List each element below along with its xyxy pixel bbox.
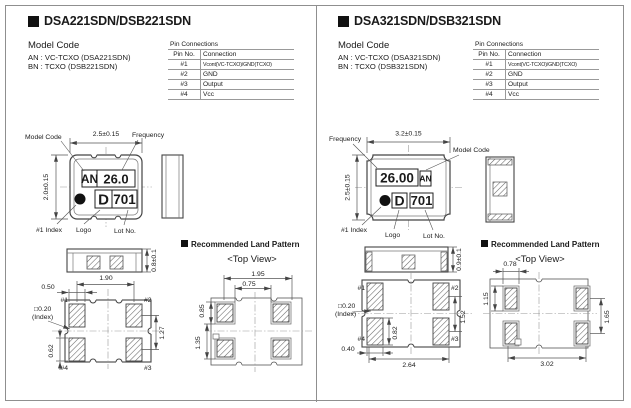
panel-title	[338, 14, 501, 28]
land-pattern	[181, 240, 312, 372]
land-pattern-heading: Recommended Land Pattern	[491, 240, 600, 249]
pin-conn: Vcont(VC-TCXO)/GND(TCXO)	[201, 60, 295, 70]
marking-frequency: 26.0	[103, 171, 129, 187]
dim-land-pad-height: 0.85	[199, 304, 206, 318]
pin-row	[473, 60, 599, 70]
pad-3	[433, 318, 449, 345]
land-pad	[273, 340, 289, 357]
land-index-step	[515, 339, 521, 345]
dim-pitch-width: 1.90	[99, 275, 113, 282]
land-pattern-subheading: <Top View>	[515, 254, 565, 265]
pad-2	[126, 304, 142, 327]
pin-row	[168, 90, 294, 100]
land-pad	[273, 304, 289, 322]
label-frequency: Frequency	[132, 132, 165, 139]
panel-title-text: DSA221SDN/DSB221SDN	[44, 14, 191, 28]
marking-logo: D	[394, 192, 405, 209]
pad-4	[367, 318, 383, 345]
section-bullet-icon	[28, 16, 39, 27]
dim-width: 3.2±0.15	[395, 130, 422, 138]
pad-2	[433, 283, 449, 310]
model-code-heading: Model Code	[338, 40, 390, 51]
pad2-label: #2	[451, 285, 459, 292]
land-pad	[505, 288, 517, 309]
dim-pad-width: 0.40	[341, 346, 355, 353]
label-index: #1 Index	[341, 227, 368, 234]
pin-no: #1	[168, 60, 201, 70]
pad-3	[126, 338, 142, 361]
package-drawing-dsa321	[325, 125, 625, 387]
label-model-code: Model Code	[453, 147, 490, 154]
pad1-label: #1	[357, 285, 365, 292]
dim-pad-height: 0.82	[392, 326, 399, 340]
model-code-line: BN : TCXO (DSB221SDN)	[28, 62, 118, 71]
label-logo: Logo	[76, 227, 92, 234]
pin-table-caption: Pin Connections	[475, 41, 524, 48]
section-bullet-icon	[338, 16, 349, 27]
pin-table	[168, 49, 294, 100]
profile-view	[365, 247, 463, 272]
top-view	[25, 131, 165, 235]
marking-lot-no: 701	[410, 193, 433, 208]
dim-pitch-height: 1.52	[460, 310, 467, 324]
model-code-heading: Model Code	[28, 40, 80, 51]
pad4-label: #4	[60, 365, 68, 372]
panel-divider	[316, 5, 317, 402]
land-pad	[217, 340, 233, 357]
side-view	[162, 155, 183, 218]
pin-row	[473, 70, 599, 80]
marking-logo: D	[98, 191, 109, 209]
land-pad	[576, 288, 588, 309]
marking-frequency: 26.00	[380, 170, 414, 186]
pin-row	[473, 80, 599, 90]
pad3-label: #3	[144, 365, 152, 372]
pin-table-caption: Pin Connections	[170, 41, 219, 48]
dim-pad-height: 0.62	[48, 344, 55, 358]
index-mark-note: □0.20	[338, 303, 356, 310]
pad1-label: #1	[60, 297, 68, 304]
land-pad	[217, 304, 233, 322]
index-label: (Index)	[335, 311, 357, 318]
pin-no: #2	[168, 70, 201, 80]
pin-conn: Output	[201, 80, 295, 90]
pin-table-header-row	[168, 50, 294, 60]
label-lot-no: Lot No.	[114, 228, 136, 235]
pin-no: #3	[168, 80, 201, 90]
dim-land-pad-width: 0.78	[503, 261, 517, 268]
pin-row	[473, 90, 599, 100]
pin-conn: Vcc	[506, 90, 600, 100]
model-code-block	[28, 40, 131, 71]
label-lot-no: Lot No.	[423, 233, 445, 240]
marking-lot-no: 701	[113, 192, 136, 207]
index-dot	[380, 195, 391, 206]
profile-view	[67, 249, 158, 272]
dim-height: 2.0±0.15	[43, 173, 50, 201]
pad-1	[69, 304, 85, 327]
dim-land-inner-width: 0.75	[242, 281, 256, 288]
pin-connections	[168, 41, 294, 100]
dim-land-span-width: 3.02	[540, 361, 554, 368]
pad-1	[367, 283, 383, 310]
land-index-step	[213, 334, 219, 339]
dim-pad-width: 0.50	[41, 284, 55, 291]
model-code-line: BN : TCXO (DSB321SDN)	[338, 62, 428, 71]
pad4-label: #4	[357, 336, 365, 343]
side-view	[486, 157, 514, 222]
seal-pad	[87, 256, 100, 269]
pin-row	[168, 70, 294, 80]
index-dot	[75, 194, 86, 205]
dim-pitch-height: 1.27	[159, 326, 166, 340]
label-model-code: Model Code	[25, 134, 62, 141]
pin-table	[473, 49, 599, 100]
panel-title	[28, 14, 191, 28]
label-frequency: Frequency	[329, 136, 362, 143]
land-pattern	[481, 240, 611, 368]
section-bullet-icon	[481, 240, 488, 247]
panel-title-text: DSA321SDN/DSB321SDN	[354, 14, 501, 28]
dim-height: 2.5±0.15	[344, 174, 352, 201]
label-index: #1 Index	[36, 227, 63, 234]
pin-no: #1	[473, 60, 506, 70]
pin-conn: GND	[201, 70, 295, 80]
dim-land-span-width: 1.95	[251, 271, 265, 278]
pin-no: #4	[168, 90, 201, 100]
bottom-view	[32, 275, 166, 372]
pin-row	[168, 80, 294, 90]
connection-header: Connection	[506, 50, 600, 60]
dim-thickness: 0.8±0.1	[151, 249, 158, 272]
bottom-view	[335, 272, 473, 369]
index-mark-note: □0.20	[34, 306, 52, 313]
pin-table-header-row	[473, 50, 599, 60]
land-pattern-subheading: <Top View>	[227, 254, 277, 265]
pin-no-header: Pin No.	[473, 50, 506, 60]
pin-connections	[473, 41, 599, 100]
dim-thickness: 0.9±0.1	[456, 248, 463, 271]
dim-pitch-width: 2.64	[402, 362, 416, 369]
pad-4	[69, 338, 85, 361]
model-code-block	[338, 40, 441, 71]
pin-conn: GND	[506, 70, 600, 80]
pin-row	[168, 60, 294, 70]
connection-header: Connection	[201, 50, 295, 60]
seal-pad	[110, 256, 123, 269]
marking-model-code: AN	[419, 173, 432, 184]
section-bullet-icon	[181, 240, 188, 247]
dim-land-pad-height: 1.15	[483, 292, 490, 306]
pin-conn: Vcont(VC-TCXO)/GND(TCXO)	[506, 60, 600, 70]
pin-conn: Vcc	[201, 90, 295, 100]
package-drawing-dsa221	[20, 125, 314, 387]
land-pattern-heading: Recommended Land Pattern	[191, 240, 300, 249]
pin-no-header: Pin No.	[168, 50, 201, 60]
pin-conn: Output	[506, 80, 600, 90]
index-label: (Index)	[32, 314, 54, 321]
model-code-line: AN : VC-TCXO (DSA221SDN)	[28, 53, 131, 62]
pin-no: #2	[473, 70, 506, 80]
pin-no: #4	[473, 90, 506, 100]
dim-width: 2.5±0.15	[92, 131, 120, 138]
dim-land-span-height: 1.35	[195, 336, 202, 350]
model-code-line: AN : VC-TCXO (DSA321SDN)	[338, 53, 441, 62]
land-pad	[576, 323, 588, 344]
pin-no: #3	[473, 80, 506, 90]
pad2-label: #2	[144, 297, 152, 304]
marking-model-code: AN	[80, 172, 99, 186]
top-view	[329, 131, 490, 241]
label-logo: Logo	[385, 232, 401, 239]
dim-land-span-height: 1.65	[604, 310, 611, 324]
pad3-label: #3	[451, 336, 459, 343]
